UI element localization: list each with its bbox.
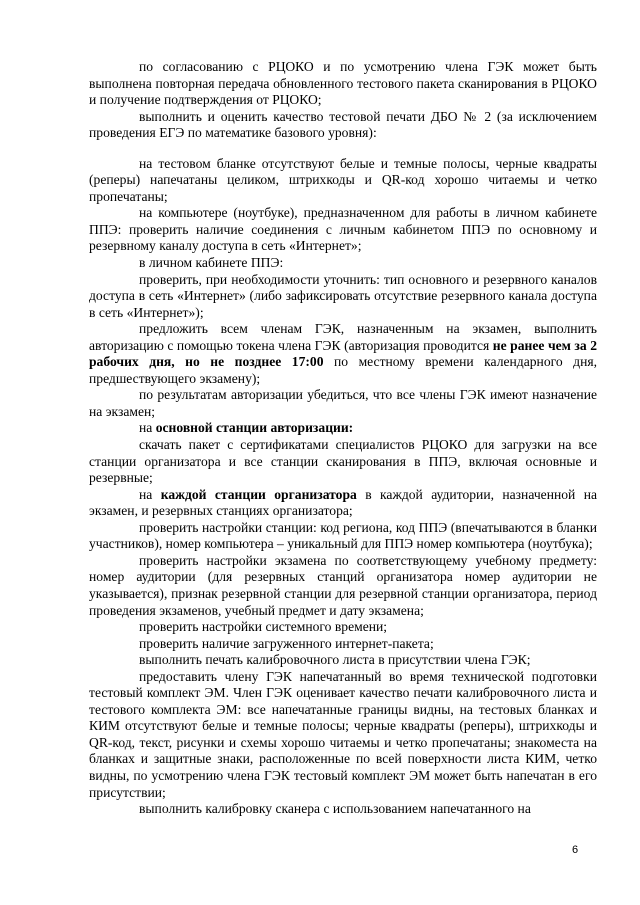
paragraph-text: на тестовом бланке отсутствуют белые и темные полосы, черные квадраты (реперы) напечатаны целиком, штрихкоды и QR-код хорошо читаемы и четко пропечатаны; [89, 155, 597, 204]
paragraph-text: проверить наличие загруженного интернет-пакета; [139, 635, 434, 651]
paragraph [89, 109, 597, 142]
paragraph-text: на [139, 420, 156, 436]
paragraph [89, 255, 597, 272]
paragraph [89, 437, 597, 487]
paragraph-text: выполнить печать калибровочного листа в присутствии члена ГЭК; [139, 652, 531, 668]
paragraph-text: по местному времени календарного дня, предшествующего экзамену); [89, 354, 597, 386]
paragraph [89, 387, 597, 420]
paragraph-bold-text: основной станции авторизации: [155, 420, 354, 436]
paragraph [89, 652, 597, 669]
paragraph-text: по согласованию с РЦОКО и по усмотрению члена ГЭК может быть выполнена повторная передача обновленного тестового пакета сканирования в РЦОКО и получение подтверждения от РЦОКО; [89, 59, 597, 108]
paragraph [89, 156, 597, 206]
paragraph-text: предложить всем членам ГЭК, назначенным на экзамен, выполнить авторизацию с помощью токена члена ГЭК (авторизация проводится [89, 321, 597, 353]
paragraph [89, 420, 597, 437]
paragraph-text: проверить настройки системного времени; [139, 619, 388, 635]
paragraph-text: проверить, при необходимости уточнить: тип основного и резервного каналов доступа в сеть «Интернет» (либо зафиксировать отсутствие резервного канала доступа в сеть «Интернет»); [89, 271, 597, 320]
paragraph-text: в личном кабинете ППЭ: [139, 255, 284, 271]
paragraph [89, 520, 597, 553]
document-body [89, 59, 597, 818]
paragraph [89, 636, 597, 653]
paragraph [89, 619, 597, 636]
paragraph-text: предоставить члену ГЭК напечатанный во время технической подготовки тестовый комплект ЭМ. Член ГЭК оценивает качество печати калибровочного листа и тестового комплекта ЭМ: все напечатанные границы видны, на тестовых бланках и КИМ отсутствуют белые и темные полосы; черные квадраты (реперы), штрихкоды и QR-код, текст, рисунки и схемы хорошо читаемы и четко пропечатаны; знакоместа на бланках и защитные знаки, расположенные по всей поверхности листа КИМ, четко видны, по усмотрению члена ГЭК тестовый комплект ЭМ может быть напечатан в его присутствии; [89, 668, 597, 800]
paragraph [89, 669, 597, 801]
paragraph [89, 801, 597, 818]
paragraph-text: проверить настройки экзамена по соответствующему учебному предмету: номер аудитории (для резервных станций организатора номер аудитории не указывается), признак резервной станции для резервной станции организатора, период проведения экзаменов, учебный предмет и дату экзамена; [89, 552, 597, 618]
paragraph [89, 553, 597, 619]
page-number: 6 [572, 844, 579, 856]
paragraph-text: по результатам авторизации убедиться, что все члены ГЭК имеют назначение на экзамен; [89, 387, 597, 419]
paragraph-text: скачать пакет с сертификатами специалистов РЦОКО для загрузки на все станции организатора и все станции сканирования в ППЭ, включая основные и резервные; [89, 437, 597, 486]
paragraph-text: выполнить калибровку сканера с использованием напечатанного на [139, 801, 531, 817]
paragraph [89, 272, 597, 322]
paragraph-text: проверить настройки станции: код региона, код ППЭ (впечатываются в бланки участников), номер компьютера – уникальный для ППЭ номер компьютера (ноутбука); [89, 519, 597, 552]
paragraph [89, 321, 597, 387]
paragraph [89, 487, 597, 520]
paragraph-text: на компьютере (ноутбуке), предназначенном для работы в личном кабинете ППЭ: проверить наличие соединения с личным кабинетом ППЭ по основному и резервному каналу доступа в сеть «Интернет»; [89, 205, 597, 254]
paragraph-bold-text: не ранее чем за 2 рабочих дня, но не позднее 17:00 [89, 337, 598, 370]
paragraph-text: на [139, 486, 161, 502]
paragraph [89, 205, 597, 255]
paragraph-bold-text: каждой станции организатора [160, 486, 357, 502]
paragraph-text: в каждой аудитории, назначенной на экзамен, и резервных станциях организатора; [89, 486, 598, 519]
paragraph [89, 59, 597, 109]
paragraph-text: выполнить и оценить качество тестовой печати ДБО № 2 (за исключением проведения ЕГЭ по математике базового уровня): [89, 108, 597, 141]
